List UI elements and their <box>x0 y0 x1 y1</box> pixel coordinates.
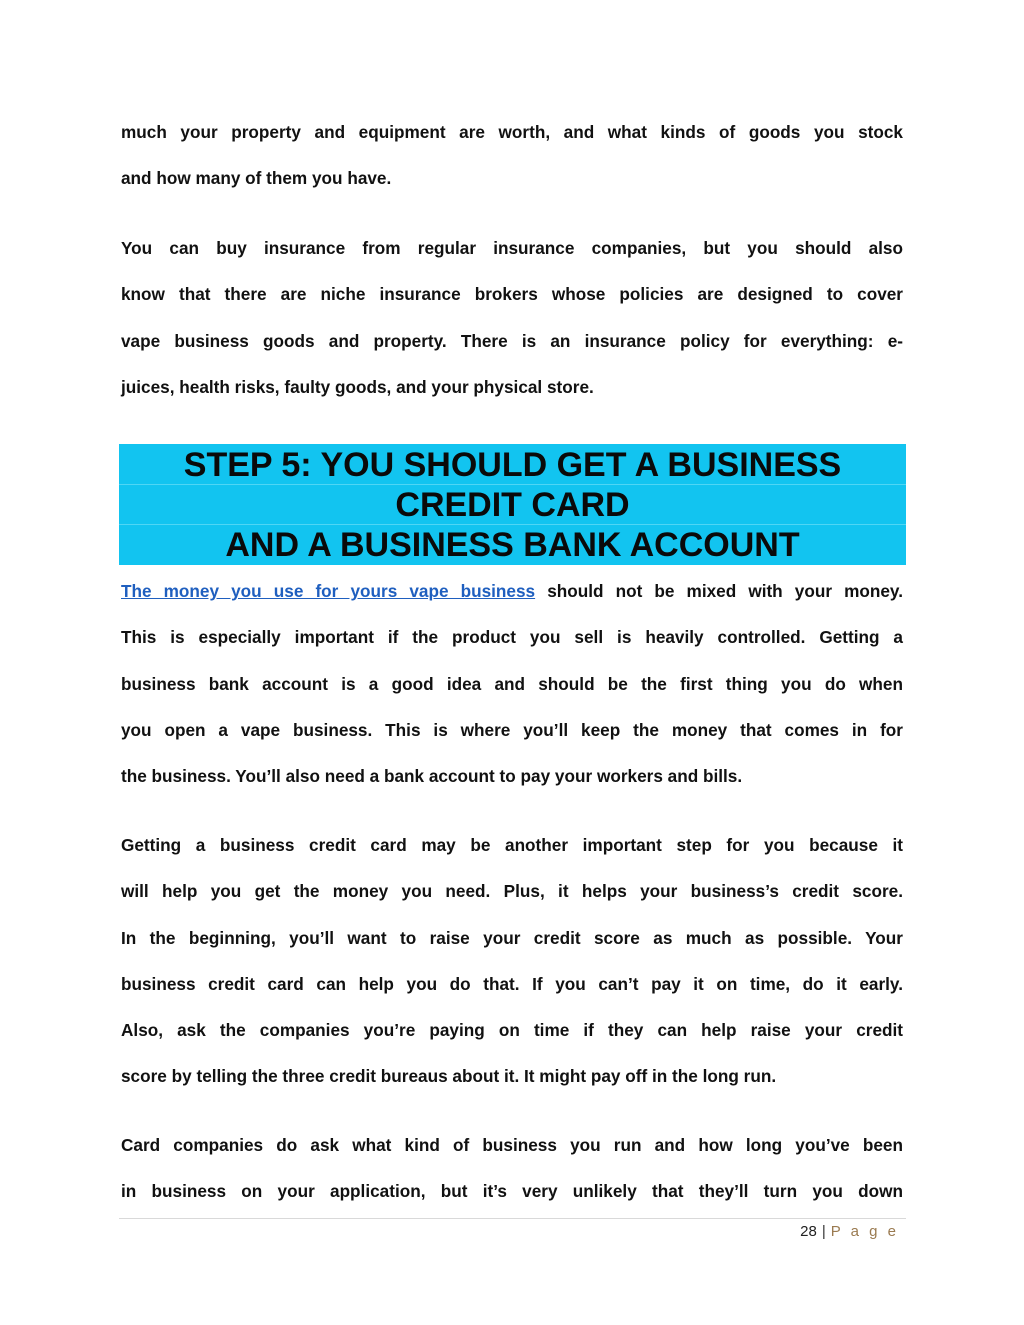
text-line: you open a vape business. This is where you’ll keep the money that comes in for <box>121 719 903 740</box>
text-line: In the beginning, you’ll want to raise your credit score as much as possible. Your <box>121 927 903 948</box>
text-line: Card companies do ask what kind of business you run and how long you’ve been <box>121 1135 903 1155</box>
footer-divider <box>119 1218 906 1219</box>
section-heading-step-5 <box>119 444 906 565</box>
text-line: This is especially important if the product you sell is heavily controlled. Getting a <box>121 627 903 648</box>
heading-line: STEP 5: YOU SHOULD GET A BUSINESS <box>183 446 842 484</box>
text-line: score by telling the three credit bureaus about it. It might pay off in the long run. <box>121 1066 777 1087</box>
text-line: will help you get the money you need. Plus, it helps your business’s credit score. <box>121 881 903 902</box>
paragraph-business-bank-account <box>121 568 903 799</box>
text-line: business credit card can help you do that. If you can’t pay it on time, do it early. <box>121 973 903 994</box>
paragraph-card-companies <box>121 1122 903 1215</box>
text-line <box>121 568 903 614</box>
paragraph-property-worth <box>121 109 903 202</box>
text-line: much your property and equipment are worth, and what kinds of goods you stock <box>121 122 903 142</box>
text-line: You can buy insurance from regular insurance companies, but you should also <box>121 238 903 258</box>
text-line: Also, ask the companies you’re paying on time if they can help raise your credit <box>121 1020 903 1041</box>
paragraph-insurance <box>121 225 903 410</box>
vape-business-link[interactable]: The money you use for yours vape business <box>121 581 536 601</box>
text-line: know that there are niche insurance brokers whose policies are designed to cover <box>121 284 903 305</box>
heading-line: CREDIT CARD <box>395 486 630 524</box>
heading-line: AND A BUSINESS BANK ACCOUNT <box>225 526 800 564</box>
paragraph-business-credit-card <box>121 822 903 1100</box>
text-line: juices, health risks, faulty goods, and your physical store. <box>121 376 594 397</box>
text-fragment: should not be mixed with your money. <box>547 581 903 601</box>
text-line: the business. You’ll also need a bank account to pay your workers and bills. <box>121 766 743 787</box>
text-line: business bank account is a good idea and should be the first thing you do when <box>121 673 903 694</box>
page-number: 28 <box>800 1223 817 1240</box>
text-line: in business on your application, but it’s very unlikely that they’ll turn you down <box>121 1181 903 1202</box>
page-label: P a g e <box>830 1223 899 1240</box>
text-line: and how many of them you have. <box>121 168 392 189</box>
text-line: vape business goods and property. There is an insurance policy for everything: e- <box>121 330 903 351</box>
page-footer <box>800 1222 899 1242</box>
footer-separator: | <box>821 1223 826 1240</box>
text-line: Getting a business credit card may be another important step for you because it <box>121 835 903 855</box>
